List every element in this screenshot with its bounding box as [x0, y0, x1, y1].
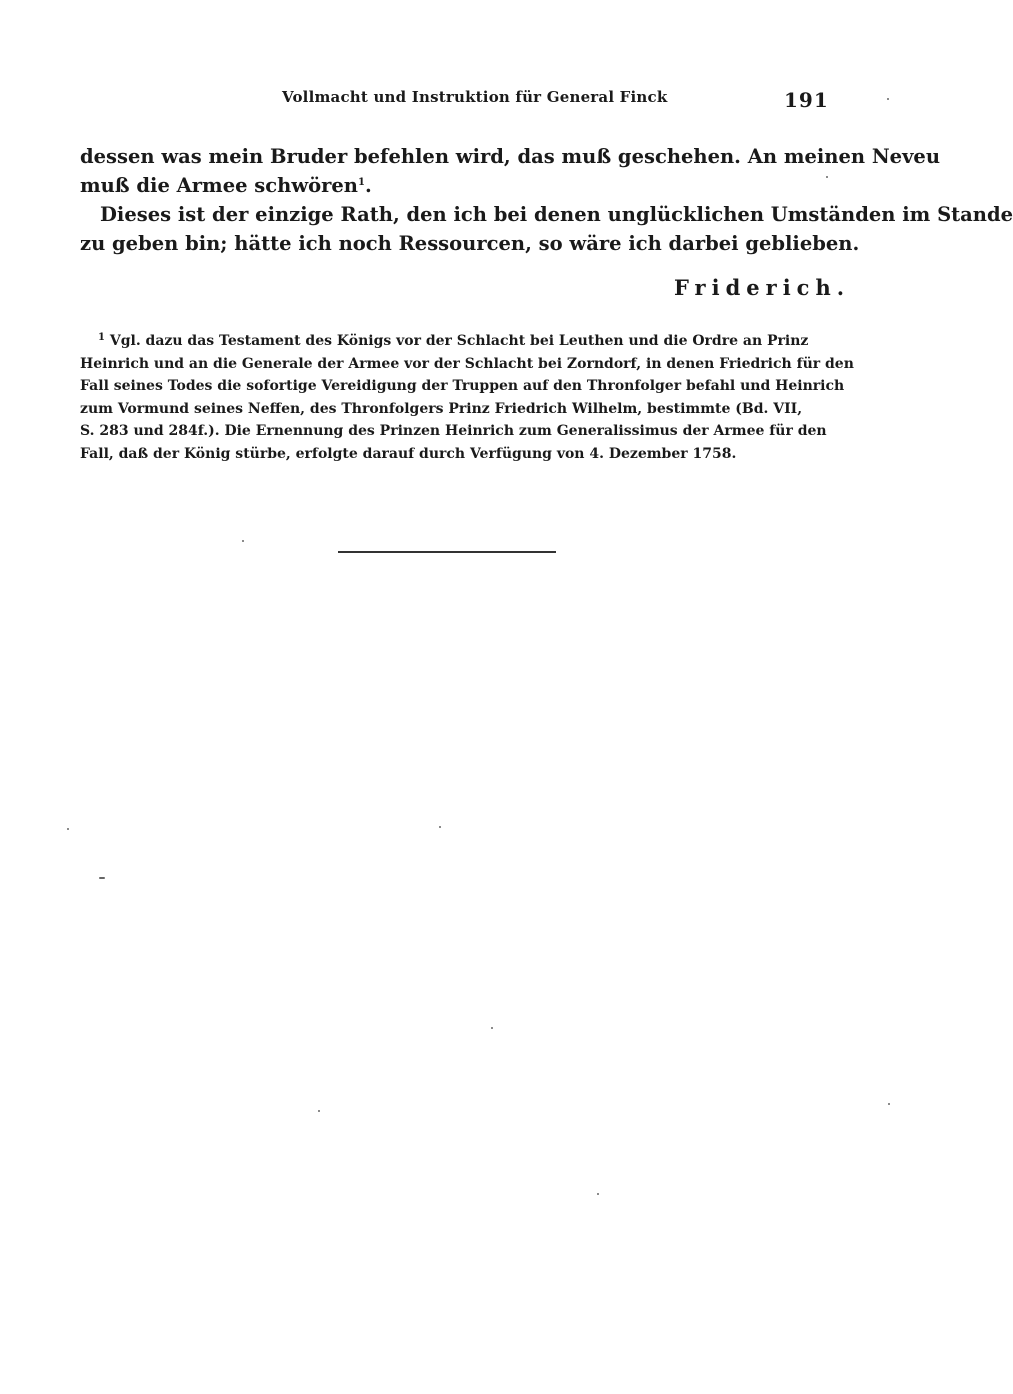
- scan-speck: [491, 1027, 493, 1029]
- paragraph-2: [80, 200, 1013, 258]
- footnote-reference: 1: [357, 177, 365, 188]
- paragraph-2-line-1: Dieses ist der einzige Rath, den ich bei denen unglücklichen Umständen im Stande: [100, 203, 1013, 226]
- scan-speck: [887, 98, 889, 100]
- paragraph-2-line-2: zu geben bin; hätte ich noch Ressourcen, so wäre ich darbei geblieben.: [80, 232, 860, 255]
- scan-speck: [439, 826, 441, 828]
- footnote-line-1: [80, 330, 815, 353]
- footnote-line-2: Heinrich und an die Generale der Armee vor der Schlacht bei Zorndorf, in denen Friedrich für den: [80, 355, 854, 372]
- footnote: [80, 330, 854, 465]
- scan-speck: [318, 1110, 320, 1112]
- scan-speck: [99, 877, 105, 879]
- scan-speck: [242, 540, 244, 542]
- running-head: Vollmacht und Instruktion für General Finck: [282, 88, 668, 106]
- paragraph-1-line-1: dessen was mein Bruder befehlen wird, das muß geschehen. An meinen Neveu: [80, 145, 940, 168]
- page-number: 191: [784, 88, 829, 112]
- paragraph-1: [80, 142, 940, 200]
- footnote-line-4: zum Vormund seines Neffen, des Thronfolgers Prinz Friedrich Wilhelm, bestimmte (Bd. VII,: [80, 400, 803, 417]
- footnote-mark: 1: [98, 332, 105, 343]
- scan-speck: [597, 1193, 599, 1195]
- footnote-line-3: Fall seines Todes die sofortige Vereidigung der Truppen auf den Thronfolger befahl und Heinrich: [80, 378, 845, 394]
- scan-speck: [67, 828, 69, 830]
- section-end-rule: [338, 551, 556, 553]
- footnote-line-5: S. 283 und 284f.). Die Ernennung des Prinzen Heinrich zum Generalissimus der Armee für den: [80, 423, 827, 439]
- paragraph-1-line-2: [80, 171, 815, 200]
- scan-speck: [888, 1103, 890, 1105]
- paragraph-1-end: .: [364, 174, 372, 197]
- signature: Friderich.: [674, 275, 851, 300]
- paragraph-1-line-2-text: muß die Armee schwören: [80, 174, 358, 197]
- footnote-line-6: Fall, daß der König stürbe, erfolgte darauf durch Verfügung von 4. Dezember 1758.: [80, 445, 737, 462]
- scan-speck: [826, 176, 828, 178]
- footnote-line-1-text: Vgl. dazu das Testament des Königs vor der Schlacht bei Leuthen und die Ordre an Prinz: [109, 333, 809, 349]
